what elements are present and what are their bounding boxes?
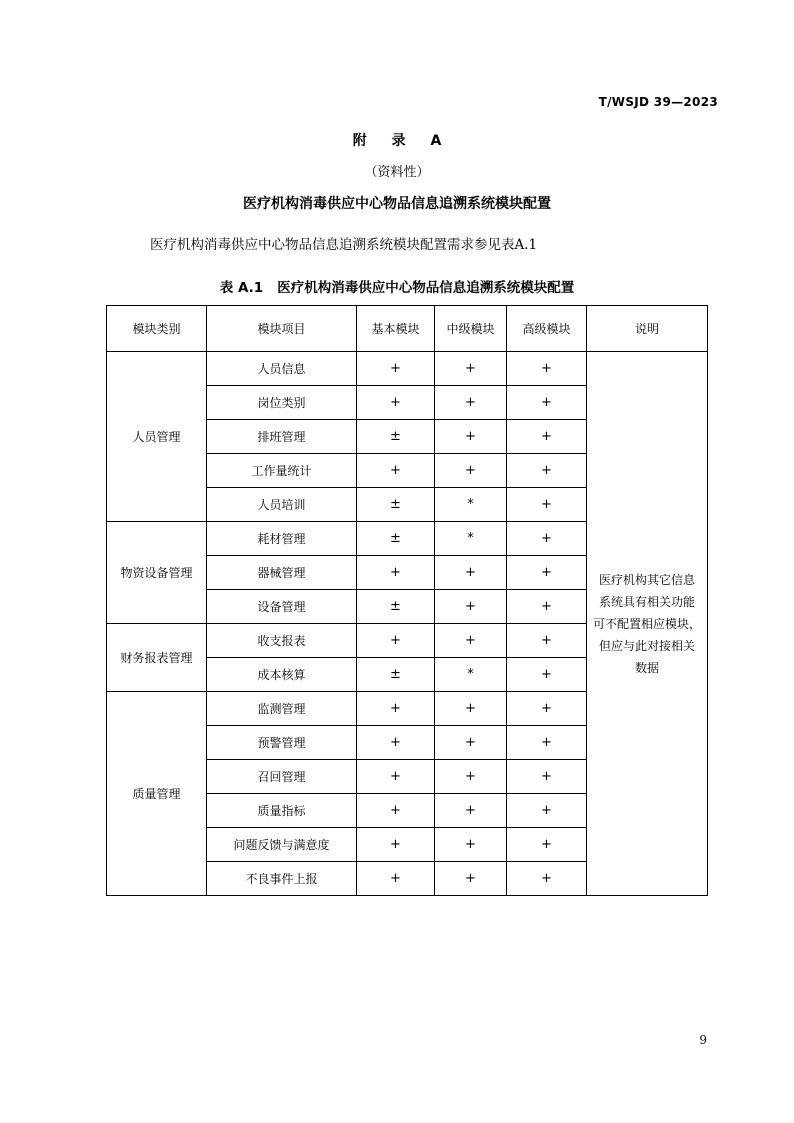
advanced-cell: + <box>507 556 587 590</box>
appendix-nature: （资料性） <box>364 165 430 180</box>
advanced-cell: + <box>507 454 587 488</box>
item-cell: 岗位类别 <box>207 386 357 420</box>
mid-cell: + <box>435 760 507 794</box>
header-note: 说明 <box>587 306 708 352</box>
header-advanced: 高级模块 <box>507 306 587 352</box>
advanced-cell: + <box>507 658 587 692</box>
advanced-cell: + <box>507 522 587 556</box>
item-cell: 质量指标 <box>207 794 357 828</box>
advanced-cell: + <box>507 420 587 454</box>
mid-cell: + <box>435 862 507 896</box>
note-cell <box>587 352 708 896</box>
advanced-cell: + <box>507 726 587 760</box>
mid-cell: * <box>435 522 507 556</box>
header-category: 模块类别 <box>107 306 207 352</box>
item-cell: 成本核算 <box>207 658 357 692</box>
note-line: 可不配置相应模块， <box>592 616 701 631</box>
basic-cell: + <box>357 828 435 862</box>
item-cell: 耗材管理 <box>207 522 357 556</box>
item-cell: 召回管理 <box>207 760 357 794</box>
advanced-cell: + <box>507 352 587 386</box>
item-cell: 器械管理 <box>207 556 357 590</box>
page-number: 9 <box>699 1033 707 1047</box>
table-header-row <box>107 306 708 352</box>
mid-cell: + <box>435 590 507 624</box>
header-basic: 基本模块 <box>357 306 435 352</box>
basic-cell: + <box>357 386 435 420</box>
basic-cell: + <box>357 862 435 896</box>
mid-cell: + <box>435 420 507 454</box>
basic-cell: + <box>357 454 435 488</box>
item-cell: 监测管理 <box>207 692 357 726</box>
mid-cell: + <box>435 828 507 862</box>
table-caption-title: 医疗机构消毒供应中心物品信息追溯系统模块配置 <box>277 280 575 296</box>
advanced-cell: + <box>507 590 587 624</box>
header-mid: 中级模块 <box>435 306 507 352</box>
mid-cell: + <box>435 624 507 658</box>
appendix-title: 附 录 A <box>352 133 452 149</box>
table-row <box>107 352 708 386</box>
module-config-table <box>106 305 708 896</box>
category-cell: 人员管理 <box>107 352 207 522</box>
basic-cell: + <box>357 760 435 794</box>
basic-cell: + <box>357 726 435 760</box>
intro-paragraph: 医疗机构消毒供应中心物品信息追溯系统模块配置需求参见表A.1 <box>150 237 538 253</box>
mid-cell: * <box>435 658 507 692</box>
item-cell: 设备管理 <box>207 590 357 624</box>
basic-cell: + <box>357 692 435 726</box>
item-cell: 人员培训 <box>207 488 357 522</box>
basic-cell: ± <box>357 522 435 556</box>
advanced-cell: + <box>507 692 587 726</box>
advanced-cell: + <box>507 624 587 658</box>
mid-cell: + <box>435 556 507 590</box>
mid-cell: + <box>435 352 507 386</box>
item-cell: 人员信息 <box>207 352 357 386</box>
table-caption <box>0 276 794 296</box>
item-cell: 收支报表 <box>207 624 357 658</box>
note-line: 医疗机构其它信息 <box>598 572 695 587</box>
category-cell: 物资设备管理 <box>107 522 207 624</box>
note-line: 但应与此对接相关 <box>598 638 695 653</box>
basic-cell: ± <box>357 658 435 692</box>
appendix-subtitle: 医疗机构消毒供应中心物品信息追溯系统模块配置 <box>243 196 551 212</box>
basic-cell: + <box>357 794 435 828</box>
note-line: 数据 <box>634 660 659 675</box>
advanced-cell: + <box>507 828 587 862</box>
mid-cell: + <box>435 726 507 760</box>
document-code: T/WSJD 39—2023 <box>598 95 718 109</box>
item-cell: 预警管理 <box>207 726 357 760</box>
mid-cell: + <box>435 794 507 828</box>
advanced-cell: + <box>507 862 587 896</box>
basic-cell: ± <box>357 488 435 522</box>
basic-cell: ± <box>357 420 435 454</box>
mid-cell: * <box>435 488 507 522</box>
mid-cell: + <box>435 454 507 488</box>
item-cell: 问题反馈与满意度 <box>207 828 357 862</box>
item-cell: 工作量统计 <box>207 454 357 488</box>
advanced-cell: + <box>507 794 587 828</box>
basic-cell: + <box>357 624 435 658</box>
category-cell: 财务报表管理 <box>107 624 207 692</box>
item-cell: 不良事件上报 <box>207 862 357 896</box>
mid-cell: + <box>435 386 507 420</box>
table-caption-number: 表 A.1 <box>219 280 264 296</box>
note-line: 系统具有相关功能 <box>598 594 695 609</box>
basic-cell: ± <box>357 590 435 624</box>
header-item: 模块项目 <box>207 306 357 352</box>
advanced-cell: + <box>507 760 587 794</box>
category-cell: 质量管理 <box>107 692 207 896</box>
mid-cell: + <box>435 692 507 726</box>
advanced-cell: + <box>507 488 587 522</box>
basic-cell: + <box>357 556 435 590</box>
basic-cell: + <box>357 352 435 386</box>
item-cell: 排班管理 <box>207 420 357 454</box>
advanced-cell: + <box>507 386 587 420</box>
